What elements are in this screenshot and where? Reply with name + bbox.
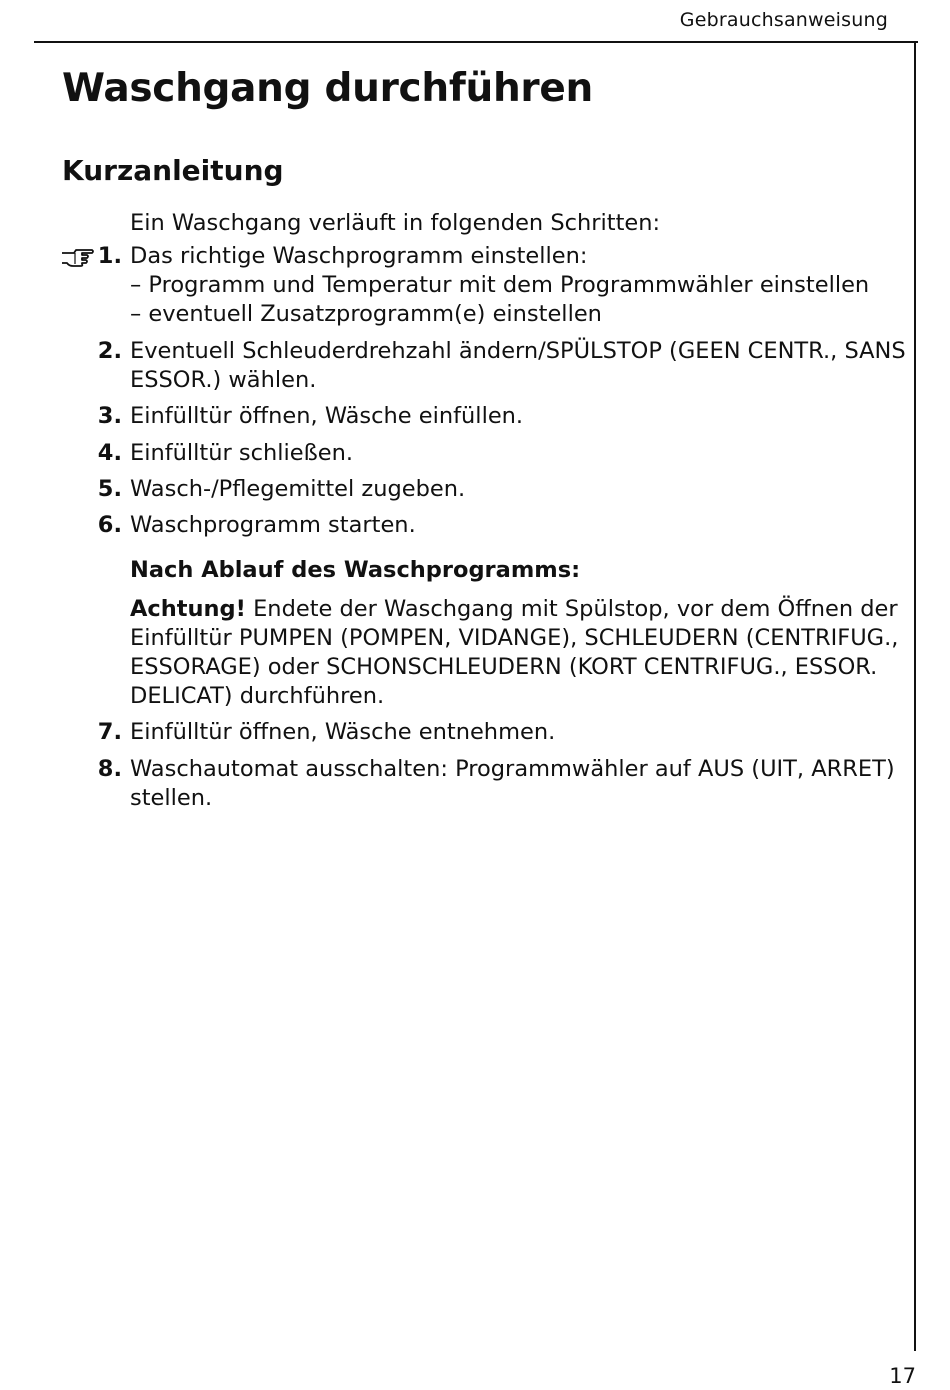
intro-text: Ein Waschgang verläuft in folgenden Schritten: [130, 210, 661, 236]
header-rule [34, 41, 918, 43]
warning-text: DELICAT) durchführen. [130, 683, 385, 709]
step-number: 8. [97, 756, 122, 782]
step-text: Wasch-/Pflegemittel zugeben. [130, 476, 466, 502]
step-text: Waschprogramm starten. [130, 512, 416, 538]
page-number: 17 [889, 1364, 916, 1388]
step-number: 1. [97, 243, 122, 269]
warning-text: Endete der Waschgang mit Spülstop, vor dem Öffnen der [245, 596, 898, 622]
warning-text: ESSORAGE) oder SCHONSCHLEUDERN (KORT CENTRIFUG., ESSOR. [130, 654, 878, 680]
step-number: 7. [97, 719, 122, 745]
step-text: Einfülltür öffnen, Wäsche entnehmen. [130, 719, 556, 745]
after-heading: Nach Ablauf des Waschprogramms: [130, 557, 581, 583]
side-rule [914, 41, 916, 1351]
step-text: – eventuell Zusatzprogramm(e) einstellen [130, 301, 602, 327]
step-text: ESSOR.) wählen. [130, 367, 317, 393]
warning-line [130, 594, 898, 624]
step-text: stellen. [130, 785, 213, 811]
step-number: 5. [97, 476, 122, 502]
step-text: Das richtige Waschprogramm einstellen: [130, 243, 588, 269]
warning-label: Achtung! [130, 596, 246, 622]
step-number: 6. [97, 512, 122, 538]
step-text: Einfülltür schließen. [130, 440, 354, 466]
step-number: 3. [97, 403, 122, 429]
page-title: Waschgang durchführen [62, 66, 593, 111]
section-title: Kurzanleitung [62, 154, 284, 187]
step-number: 4. [97, 440, 122, 466]
warning-text: Einfülltür PUMPEN (POMPEN, VIDANGE), SCHLEUDERN (CENTRIFUG., [130, 625, 899, 651]
pointing-hand-icon [61, 245, 95, 267]
step-text: – Programm und Temperatur mit dem Programmwähler einstellen [130, 272, 870, 298]
step-number: 2. [97, 338, 122, 364]
step-text: Eventuell Schleuderdrehzahl ändern/SPÜLSTOP (GEEN CENTR., SANS [130, 338, 906, 364]
step-text: Waschautomat ausschalten: Programmwähler auf AUS (UIT, ARRET) [130, 756, 895, 782]
running-header: Gebrauchsanweisung [679, 9, 888, 31]
step-text: Einfülltür öffnen, Wäsche einfüllen. [130, 403, 524, 429]
